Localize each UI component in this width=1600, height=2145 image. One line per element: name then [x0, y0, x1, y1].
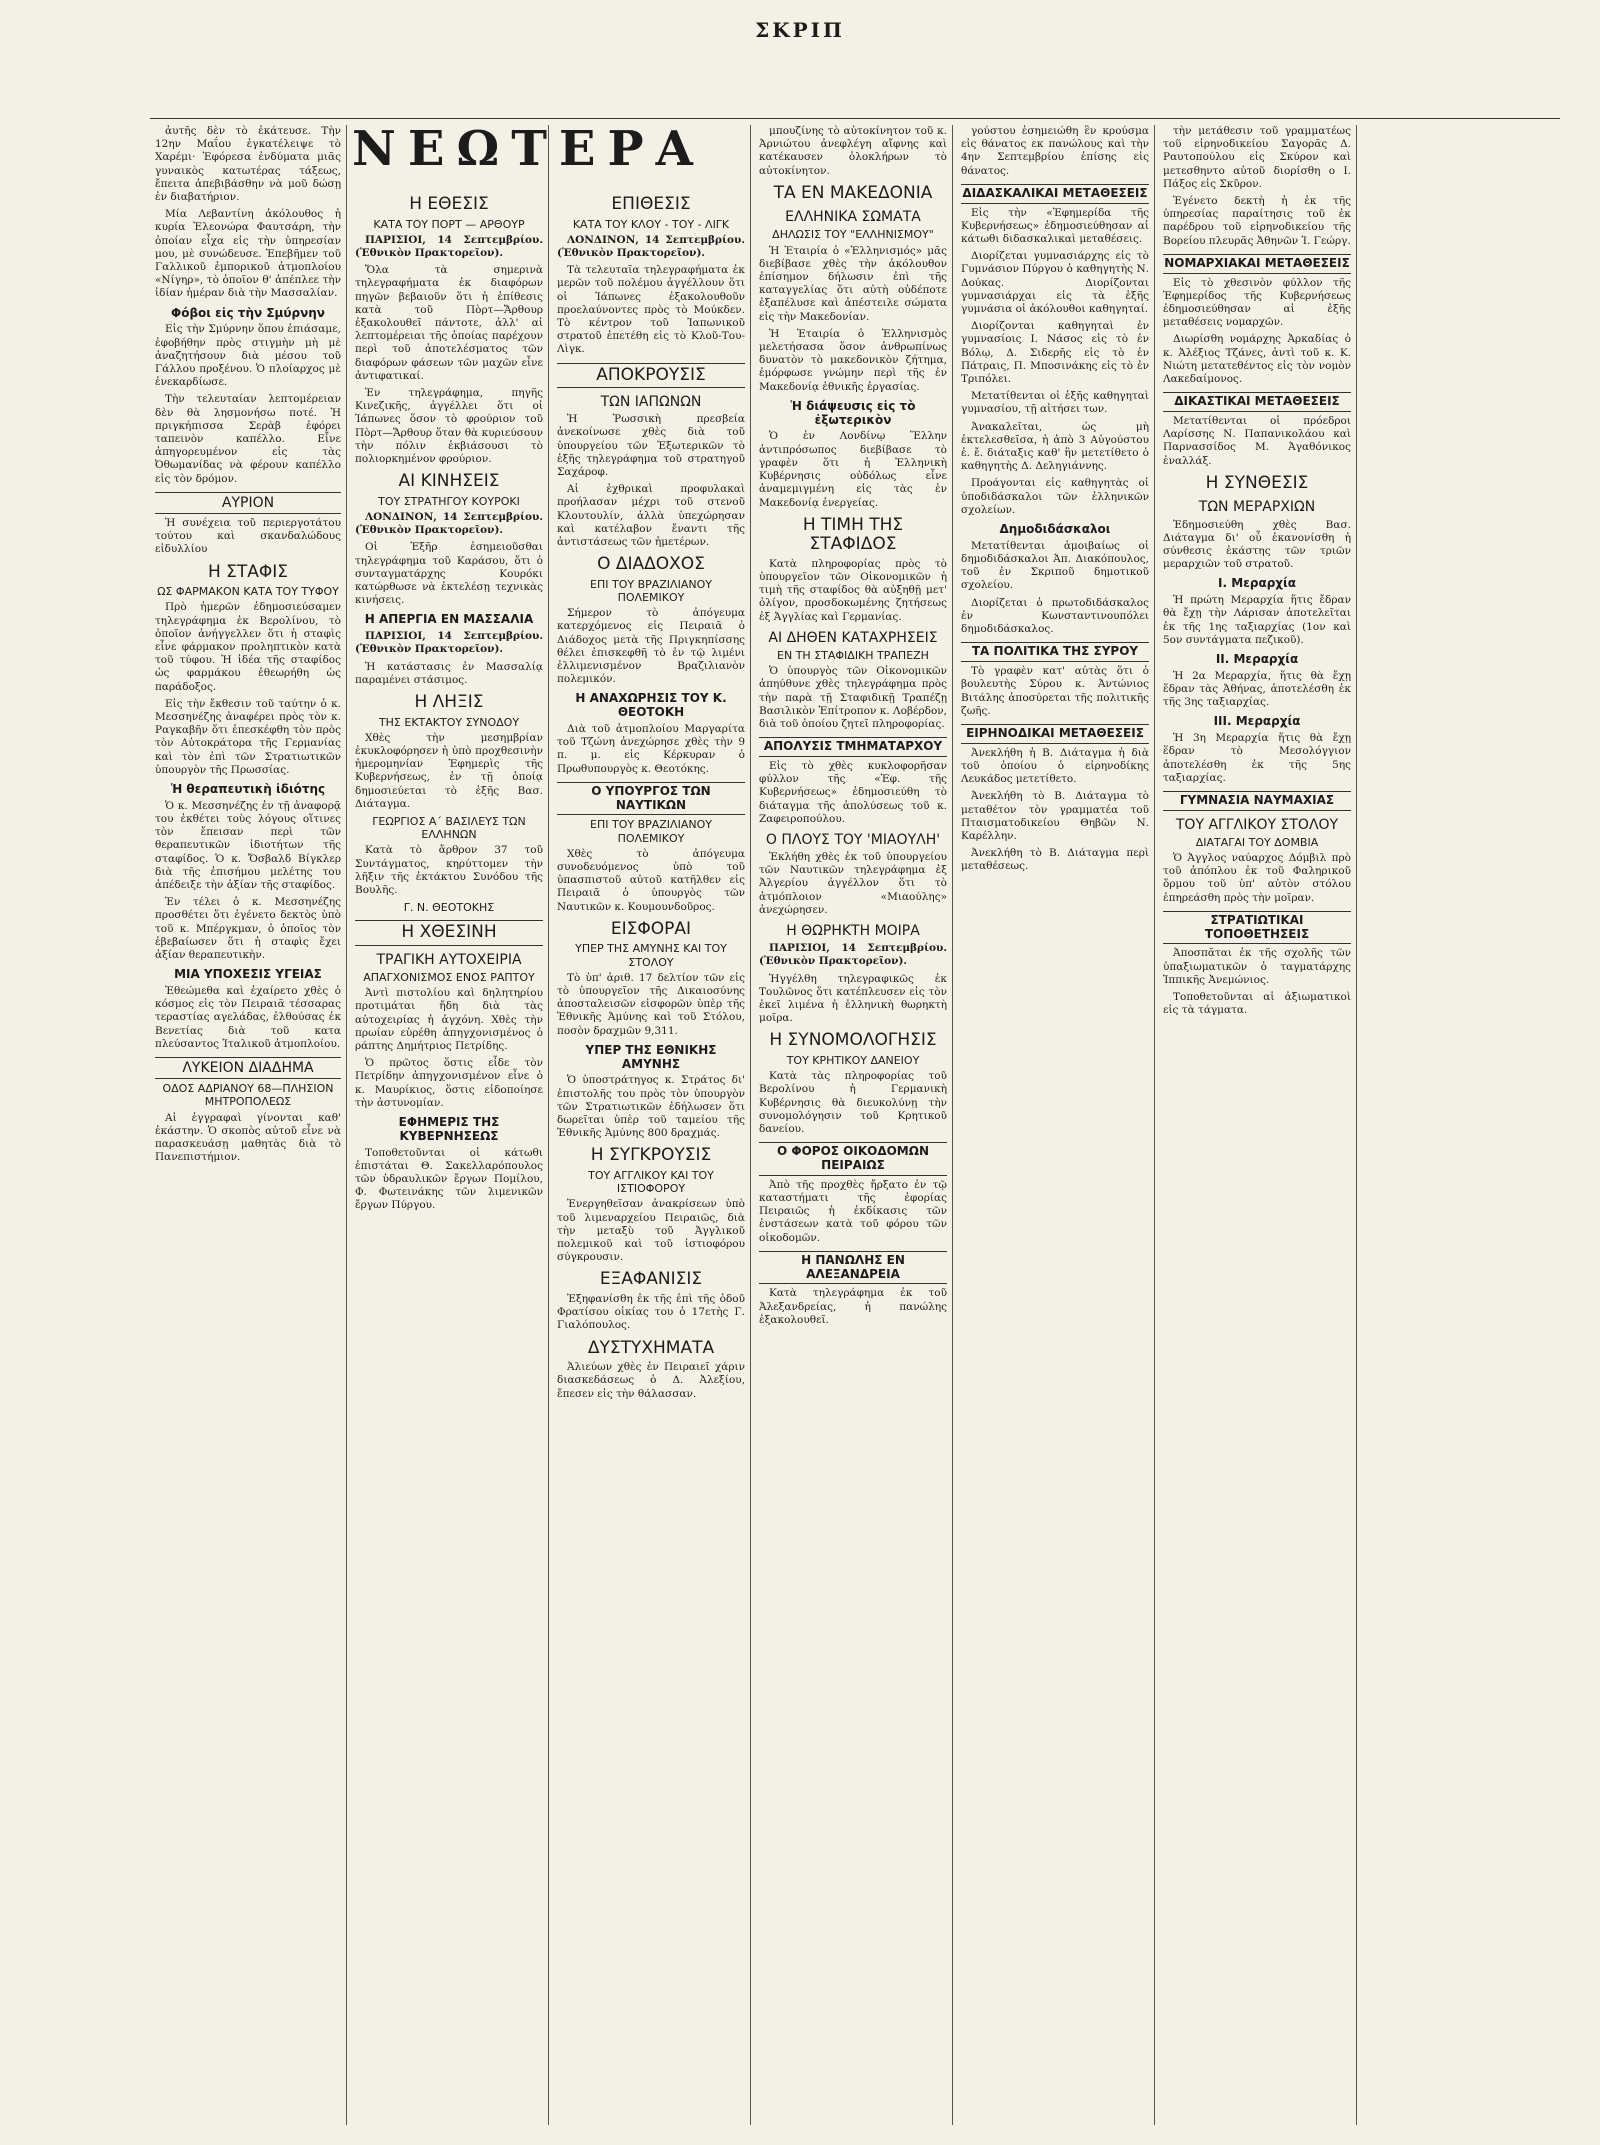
columns: [150, 125, 1560, 2125]
subheading: Ἡ διάψευσις εἰς τὸ ἐξωτερικὸν: [790, 398, 916, 427]
article-text: Ὁ ὑποστράτηγος κ. Στράτος δι' ἐπιστολῆς του πρὸς τὸν ὑπουργὸν τῶν Στρατιωτικῶν ἐδήλωσεν ὅτι δωρεῖται ὑπὲρ τοῦ ταμείου τῆς Ἐθνικῆς Ἀμύνης 800 δραχμάς.: [557, 1074, 745, 1140]
subheading: Δημοδιδάσκαλοι: [999, 522, 1111, 537]
heading: ΤΑ ΠΟΛΙΤΙΚΑ ΤΗΣ ΣΥΡΟΥ: [961, 642, 1149, 662]
heading: ΝΟΜΑΡΧΙΑΚΑΙ ΜΕΤΑΘΕΣΕΙΣ: [1163, 254, 1351, 274]
subheading: ΤΩΝ ΜΕΡΑΡΧΙΩΝ: [1198, 499, 1316, 516]
subheading: ΕΠΙ ΤΟΥ ΒΡΑΖΙΛΙΑΝΟΥ ΠΟΛΕΜΙΚΟΥ: [590, 577, 712, 604]
column-6: [1158, 125, 1357, 2125]
heading: ΕΙΡΗΝΟΔΙΚΑΙ ΜΕΤΑΘΕΣΕΙΣ: [961, 724, 1149, 744]
masthead-title: ΣΚΡΙΠ: [755, 18, 845, 42]
heading: Η ΘΩΡΗΚΤΗ ΜΟΙΡΑ: [786, 923, 920, 940]
article-text: Μία Λεβαντίνη ἀκόλουθος ἡ κυρία Ἐλεονώρα Φαυτσάρη, τὴν ὁποίαν εἶχα εἰς τὴν ὑπηρεσίαν μου, μὲ συνώδευσε. Ἐπεβῆμεν τοῦ Γαλλικοῦ ἐμπορικοῦ ἀτμοπλοίου «Νίγηρ», τὸ ὁποῖον θ' ἀπέπλεε τὴν ἰδίαν ἡμέραν διὰ τὴν Μασσαλίαν.: [155, 208, 341, 300]
article-text: Ἡ πρώτη Μεραρχία ἥτις ἔδραν θὰ ἔχῃ τὴν Λάρισαν ἀποτελεῖται ἐκ τῆς 1ης ταξιαρχίας (1ον καὶ 5ον συντάγματα πεζικοῦ).: [1163, 594, 1351, 646]
article-text: Διορίζεται ὁ πρωτοδιδάσκαλος ἐν Κωνσταντινουπόλει δημοδιδάσκαλος.: [961, 596, 1149, 636]
article-text: Προάγονται εἰς καθηγητὰς οἱ ὑποδιδάσκαλοι τῶν ἑλληνικῶν σχολείων.: [961, 477, 1149, 516]
dateline: ΠΑΡΙΣΙΟΙ, 14 Σεπτεμβρίου. (Ἐθνικὸν Πρακτορεῖον).: [759, 942, 947, 968]
article-text: Ἀνεκλήθη ἡ Β. Διάταγμα ἡ διὰ τοῦ ὁποίου ὁ εἰρηνοδίκης Λευκάδος μετετίθετο.: [961, 746, 1149, 786]
heading: ΔΙΚΑΣΤΙΚΑΙ ΜΕΤΑΘΕΣΕΙΣ: [1163, 392, 1351, 412]
article-text: Ἡ Ἑταιρία ὁ Ἑλληνισμὸς μελετήσασα ὅσον ἀνθρωπίνως δυνατὸν τὸ μακεδονικὸν ζήτημα, ἐμόρφωσε γνώμην περὶ τῆς ἐν Μακεδονίᾳ ἐθνικῆς ἐργασίας.: [759, 327, 947, 393]
heading: ΔΥΣΤΥΧΗΜΑΤΑ: [587, 1337, 715, 1358]
article-text: Πρὸ ἡμερῶν ἐδημοσιεύσαμεν τηλεγράφημα ἐκ Βερολίνου, τὸ ὁποῖον ἀνήγγελλεν ὅτι ἡ σταφὶς εἶνε φάρμακον προληπτικὸν κατὰ τοῦ τύφου. Ἡ ἰδέα τῆς σταφίδος ὡς φαρμάκου ἐθεωρήθη ὡς παράδοξος.: [155, 601, 341, 693]
signature: Γ. Ν. ΘΕΟΤΟΚΗΣ: [403, 901, 495, 915]
heading: Ο ΔΙΑΔΟΧΟΣ: [597, 554, 705, 575]
heading: Η ΧΘΕΣΙΝΗ: [355, 920, 543, 946]
article-text: Μετατίθενται οἱ ἑξῆς καθηγηταὶ γυμνασίου, τῇ αἰτήσει των.: [961, 390, 1149, 416]
heading: ΥΠΕΡ ΤΗΣ ΕΘΝΙΚΗΣ ΑΜΥΝΗΣ: [585, 1042, 717, 1071]
heading: ΣΤΡΑΤΙΩΤΙΚΑΙ ΤΟΠΟΘΕΤΗΣΕΙΣ: [1163, 911, 1351, 945]
article-text: Κατὰ τὸ ἄρθρον 37 τοῦ Συντάγματος, κηρύττομεν τὴν λῆξιν τῆς ἐκτάκτου Συνόδου τῆς Βουλῆς.: [355, 844, 543, 896]
heading: ΑΙ ΔΗΘΕΝ ΚΑΤΑΧΡΗΣΕΙΣ: [768, 629, 938, 646]
article-text: Ἐν τηλεγράφημα, πηγῆς Κινεζικῆς, ἀγγέλλει ὅτι οἱ Ἰάπωνες ὅσον τὸ φρούριον τοῦ Πὸρτ—Ἄρθουρ ὅταν θὰ κυριεύσουν τὴν πόλιν ἐκβιάσουσι τὸ πολιορκημένον φρούριον.: [355, 386, 543, 465]
article-text: Τὴν τελευταίαν λεπτομέρειαν δὲν θὰ λησμονήσω ποτέ. Ἡ πριγκήπισσα Σερὰβ ἐφόρει ταπεινὸν καπέλλο. Εἶνε ἀπηγορευμένον εἰς τὰς Ὀθωμανίδας νὰ φέρουν καπέλλο εἰς τὸν δρόμον.: [155, 393, 341, 485]
subheading: Ἡ θεραπευτικὴ ἰδιότης: [170, 781, 326, 796]
article-text: Ὁ ἐν Λονδίνῳ Ἕλλην ἀντιπρόσωπος διεβίβασε τὸ γραφὲν ὅτι ἡ Ἑλληνικὴ Κυβέρνησις οὐδόλως εἶνε ἀναμεμιγμένη εἰς τὰς ἐν Μακεδονίᾳ ἐνεργείας.: [759, 430, 947, 509]
heading: ΑΥΡΙΟΝ: [155, 492, 341, 514]
article-text: Ἀπὸ τῆς προχθὲς ἤρξατο ἐν τῷ καταστήματι τῆς ἐφορίας Πειραιῶς ἡ ἐκδίκασις τῶν ἐνστάσεων κατὰ τοῦ φόρου τῶν οἰκοδομῶν.: [759, 1178, 947, 1244]
heading: ΑΙ ΚΙΝΗΣΕΙΣ: [398, 471, 500, 492]
article-text: Διορίζεται γυμνασιάρχης εἰς τὸ Γυμνάσιον Πύργου ὁ καθηγητὴς Ν. Δούκας. Διορίζονται γυμνασιάρχαι εἰς τὰ ἑξῆς γυμνάσια οἱ ἀκόλουθοι καθηγηταί.: [961, 250, 1149, 316]
article-text: Ὁ κ. Μεσσηνέζης ἐν τῇ ἀναφορᾷ του ἐκθέτει τοὺς λόγους οἵτινες τὸν ἔπεισαν περὶ τῶν θεραπευτικῶν ἰδιοτήτων τῆς σταφίδος. Ὁ κ. Ὄσβαλδ Βίγκλερ διὰ τῆς ἐπισήμου μελέτης του ἀπέδειξε τὴν ἀξίαν τῆς σταφίδος.: [155, 799, 341, 891]
heading: Ο ΦΟΡΟΣ ΟΙΚΟΔΟΜΩΝ ΠΕΙΡΑΙΩΣ: [759, 1142, 947, 1176]
heading: ΜΙΑ ΥΠΟΧΕΣΙΣ ΥΓΕΙΑΣ: [174, 967, 322, 982]
subheading: ΙΙΙ. Μεραρχία: [1213, 714, 1301, 729]
heading: Η ΑΠΕΡΓΙΑ ΕΝ ΜΑΣΣΑΛΙΑ: [364, 612, 534, 627]
subheading: ΔΙΑΤΑΓΑΙ ΤΟΥ ΔΟΜΒΙΑ: [1195, 835, 1319, 849]
article-text: Ἀνακαλεῖται, ὡς μὴ ἐκτελεσθεῖσα, ἡ ἀπὸ 3 Αὐγούστου ἐ. ἔ. διάταξις καθ' ἣν μετετίθετο ὁ καθηγητὴς Δ. Δεληγιάννης.: [961, 420, 1149, 473]
heading: ΕΦΗΜΕΡΙΣ ΤΗΣ ΚΥΒΕΡΝΗΣΕΩΣ: [398, 1115, 500, 1143]
heading: Η ΣΥΝΟΜΟΛΟΓΗΣΙΣ: [769, 1030, 937, 1051]
article-text: Κατὰ πληροφορίας πρὸς τὸ ὑπουργεῖον τῶν Οἰκονομικῶν ἡ τιμὴ τῆς σταφίδος θὰ αὐξηθῇ μετ' ὀλίγον, προσδοκωμένης ζητήσεως ἐξ Ἀγγλίας καὶ Γερμανίας.: [759, 557, 947, 623]
heading: ΑΠΟΛΥΣΙΣ ΤΜΗΜΑΤΑΡΧΟΥ: [759, 737, 947, 757]
article-text: Ἐν τέλει ὁ κ. Μεσσηνέζης προσθέτει ὅτι ἐγένετο δεκτὸς ὑπὸ τοῦ κ. Μπέργκμαν, ὁ ὁποῖος τὸν ἐβεβαίωσεν ὅτι ἡ σταφὶς ἔχει ἀξίαν θεραπευτικὴν.: [155, 896, 341, 961]
section-banner: ΝΕΩΤΕΡΑ: [352, 121, 705, 177]
article-text: Εἰς τὸ χθεσινὸν φύλλον τῆς Ἐφημερίδος τῆς Κυβερνήσεως ἐδημοσιεύθησαν αἱ ἑξῆς μεταθέσεις νομαρχῶν.: [1163, 276, 1351, 329]
article-text: Ἠγγέλθη τηλεγραφικῶς ἐκ Τουλῶνος ὅτι κατέπλευσεν εἰς τὸν ἐκεῖ λιμένα ἡ ἑλληνικὴ θωρηκτὴ μοῖρα.: [759, 972, 947, 1025]
article-text: Ἀντὶ πιστολίου καὶ δηλητηρίου προτιμάται ἤδη διὰ τὰς αὐτοχειρίας ἡ ἀγχόνη. Χθὲς τὴν πρωίαν εὑρέθη ἀπηγχονισμένος ὁ ράπτης Δημήτριος Πετρίδης.: [355, 987, 543, 1053]
article-text: Ἡ Ῥωσσικὴ πρεσβεία ἀνεκοίνωσε χθὲς διὰ τοῦ ὑπουργείου τῶν Ἐξωτερικῶν τὸ ἑξῆς τηλεγράφημα τοῦ στρατηγοῦ Σαχάροφ.: [557, 413, 745, 479]
article-text: ἀυτῆς δὲν τὸ ἐκάτευσε. Τὴν 12ην Μαΐου ἐγκατέλειψε τὸ Χαρέμι· Ἐφόρεσα ἐνδύματα μιᾶς γυναικὸς κατωτέρας τάξεως, ἔπειτα ἀπεβιβάσθην νὰ μοῦ δώσῃ ἐν διαβατήριον.: [155, 125, 341, 204]
article-text: Ἡ 2α Μεραρχία, ἥτις θὰ ἔχῃ ἕδραν τὰς Ἀθήνας, ἀποτελέσθη ἐκ τῆς 3ης ταξιαρχίας.: [1163, 669, 1351, 709]
subheading: ΤΟΥ ΑΓΓΛΙΚΟΥ ΣΤΟΛΟΥ: [1175, 816, 1339, 833]
article-text: Μετατίθενται ἁμοιβαίως οἱ δημοδιδάσκαλοι Ἀπ. Διακόπουλος, τοῦ ἐν Σκριποῦ δημοτικοῦ σχολείου.: [961, 539, 1149, 592]
article-text: Χθὲς τὴν μεσημβρίαν ἐκυκλοφόρησεν ἡ ὑπὸ προχθεσινὴν ἡμερομηνίαν Ἐφημερὶς τῆς Κυβερνήσεως, ἐν τῇ ὁποίᾳ δημοσιεύεται τὸ ἑξῆς Βασ. Διάταγμα.: [355, 731, 543, 810]
article-text: Ὁ ὑπουργὸς τῶν Οἰκονομικῶν ἀπηύθυνε χθὲς τηλεγράφημα πρὸς τὴν παρὰ τῇ Σταφιδικῇ Τραπέζῃ Βασιλικὸν Ἐπίτροπον κ. Λοβέρδον, διὰ τοῦ ὁποίου ζητεῖ πληροφορίας.: [759, 665, 947, 730]
article-text: Χθὲς τὸ ἀπόγευμα συνοδευόμενος ὑπὸ τοῦ ὑπασπιστοῦ αὐτοῦ κατῆλθεν εἰς Πειραιᾶ ὁ ὑπουργὸς τῶν Ναυτικῶν κ. Κουμουνδοῦρος.: [557, 847, 745, 913]
subheading: ΕΝ ΤΗ ΣΤΑΦΙΔΙΚΗ ΤΡΑΠΕΖΗ: [777, 648, 929, 662]
subheading: Ι. Μεραρχία: [1218, 576, 1296, 591]
column-4: [754, 125, 953, 2125]
heading: Ο ΥΠΟΥΡΓΟΣ ΤΩΝ ΝΑΥΤΙΚΩΝ: [557, 782, 745, 816]
masthead: [0, 18, 1600, 46]
heading: ΤΑ ΕΝ ΜΑΚΕΔΟΝΙΑ: [773, 182, 933, 203]
subheading: ΚΑΤΑ ΤΟΥ ΚΛΟΥ - ΤΟΥ - ΛΙΓΚ: [572, 217, 730, 231]
article-text: Ἀλιεύων χθὲς ἐν Πειραιεῖ χάριν διασκεδάσεως ὁ Δ. Ἀλεξίου, ἔπεσεν εἰς τὴν θάλασσαν.: [557, 1361, 745, 1400]
subheading: ΔΗΛΩΣΙΣ ΤΟΥ "ΕΛΛΗΝΙΣΜΟΥ": [772, 228, 934, 242]
heading: Η ΑΝΑΧΩΡΗΣΙΣ ΤΟΥ Κ. ΘΕΟΤΟΚΗ: [575, 691, 727, 720]
column-5: [956, 125, 1155, 2125]
article-text: Ὁ πρῶτος ὅστις εἶδε τὸν Πετρίδην ἀπηγχονισμένον εἶνε ὁ κ. Μαυρίκιος, ὅστις εἰδοποίησε τὴν ἀστυνομίαν.: [355, 1057, 543, 1109]
article-text: Ἡ Ἑταιρία ὁ «Ἑλληνισμός» μᾶς διεβίβασε χθὲς τὴν ἀκόλουθον ἐπίσημον δήλωσιν ἐπὶ τῆς καταγγελίας ὅτι αὐτὴ οὐδέποτε ἐξαπέλυσε καὶ ἀπέστειλε σώματα εἰς τὴν Μακεδονίαν.: [759, 244, 947, 323]
subheading: ΤΟΥ ΑΓΓΛΙΚΟΥ ΚΑΙ ΤΟΥ ΙΣΤΙΟΦΟΡΟΥ: [588, 1168, 714, 1196]
article-text: Ἀνεκλήθη τὸ Β. Διάταγμα τὸ μεταθέτον τὸν γραμματέα τοῦ Πταισματοδικείου Θηβῶν Ν. Καρέλλην.: [961, 790, 1149, 842]
subheading: ΤΟΥ ΚΡΗΤΙΚΟΥ ΔΑΝΕΙΟΥ: [786, 1053, 920, 1067]
article-text: Ἐκλήθη χθὲς ἐκ τοῦ ὑπουργείου τῶν Ναυτικῶν τηλεγράφημα ἐξ Ἀλγερίου ἀγγέλλον ὅτι τὸ ἀτμόπλοιον «Μιαούλης» ἀνεχώρησεν.: [759, 851, 947, 916]
dateline: ΛΟΝΔΙΝΟΝ, 14 Σεπτεμβρίου. (Ἐθνικὸν Πρακτορεῖον).: [355, 510, 543, 537]
article-text: Ἐξηφανίσθη ἐκ τῆς ἐπὶ τῆς ὁδοῦ Φρατίσου οἰκίας του ὁ 17ετὴς Γ. Γιαλόπουλος.: [557, 1292, 745, 1332]
subheading: ΕΛΛΗΝΙΚΑ ΣΩΜΑΤΑ: [785, 209, 921, 226]
banner-space: [557, 125, 745, 189]
article-text: Ἐθεώμεθα καὶ ἐχαίρετο χθὲς ὁ κόσμος εἰς τὸν Πειραιᾶ τέσσαρας τεραστίας αγελάδας, ἐλθούσας ἐκ Βενετίας διὰ τοῦ κατα πλεύσαντος Ἰταλικοῦ ἀτμοπλοίου.: [155, 985, 341, 1050]
subheading: ΚΑΤΑ ΤΟΥ ΠΟΡΤ — ΑΡΘΟΥΡ: [373, 217, 525, 231]
article-text: Διωρίσθη νομάρχης Ἀρκαδίας ὁ κ. Ἀλέξιος Τζάνες, ἀντὶ τοῦ κ. Κ. Νιώτη μετατεθέντος εἰς τὸν νομὸν Λακεδαίμονος.: [1163, 333, 1351, 386]
article-text: Ἡ συνέχεια τοῦ περιεργοτάτου τούτου καὶ σκανδαλώδους εἰδυλλίου: [155, 516, 341, 556]
article-text: Ἐδημοσιεύθη χθὲς Βασ. Διάταγμα δι' οὗ ἐκανονίσθη ἡ σύνθεσις ἑκάστης τῶν τριῶν μεραρχιῶν τοῦ στρατοῦ.: [1163, 518, 1351, 571]
heading: Η ΤΙΜΗ ΤΗΣ ΣΤΑΦΙΔΟΣ: [802, 514, 904, 555]
column-2: [350, 125, 549, 2125]
column-7: [1360, 125, 1558, 2125]
article-text: Διὰ τοῦ ἀτμοπλοίου Μαργαρίτα τοῦ Τζώνη ἀνεχώρησε χθὲς τὴν 9 π. μ. εἰς Κέρκυραν ὁ Πρωθυπουργὸς κ. Θεοτόκης.: [557, 723, 745, 775]
column-1: [150, 125, 347, 2125]
article-text: Ἡ 3η Μεραρχία ἥτις θὰ ἔχῃ ἕδραν τὸ Μεσολόγγιον ἀποτελέσθη ἐκ τῆς 5ης ταξιαρχίας.: [1163, 732, 1351, 784]
article-text: τὴν μετάθεσιν τοῦ γραμματέως τοῦ εἰρηνοδικείου Σαγορᾶς Δ. Ραυτοπούλου εἰς Σκύρον καὶ μετεσθηντο αὐτοῦ διορίσθη ο Ι. Πάξος εἰς Σκῦρον.: [1163, 125, 1351, 190]
heading: Η ΛΗΞΙΣ: [414, 691, 484, 712]
subheading: ΙΙ. Μεραρχία: [1215, 651, 1299, 666]
subheading: Φόβοι εἰς τὴν Σμύρνην: [171, 305, 325, 320]
article-text: Σήμερον τὸ ἀπόγευμα κατερχόμενος εἰς Πειραιᾶ ὁ Διάδοχος μετὰ τῆς Πριγκηπίσσης θέλει ἐπισκεφθῆ τὸ ἐν τῷ λιμένι ἐλλιμενισμένον Βραζιλιανὸν πολεμικόν.: [557, 607, 745, 686]
article-text: Ἀποσπᾶται ἐκ τῆς σχολῆς τῶν ὑπαξιωματικῶν ὁ ταγματάρχης Ἱππικῆς Ἀνεμώνιος.: [1163, 947, 1351, 986]
article-text: Τὸ ὑπ' ἀριθ. 17 δελτίον τῶν εἰς τὸ ὑπουργεῖον τῆς Δικαιοσύνης ἀποσταλεισῶν εἰσφορῶν ὑπὲρ τῆς Ἐθνικῆς Ἀμύνης καὶ τοῦ Στόλου, ποσὸν δραχμῶν 9,311.: [557, 971, 745, 1037]
article-text: Τοποθετοῦνται αἱ ἀξιωματικοὶ εἰς τὰ τάγματα.: [1163, 991, 1351, 1017]
dateline: ΠΑΡΙΣΙΟΙ, 14 Σεπτεμβρίου. (Ἐθνικὸν Πρακτορεῖον).: [355, 233, 543, 259]
subheading: ΟΔΟΣ ΑΔΡΙΑΝΟΥ 68—ΠΛΗΣΙΟΝ ΜΗΤΡΟΠΟΛΕΩΣ: [162, 1082, 334, 1109]
article-text: Τὰ τελευταῖα τηλεγραφήματα ἐκ μερῶν τοῦ πολέμου ἀγγέλλουν ὅτι οἱ Ἰάπωνες ἐξακολουθοῦν προελαύνοντες πρὸς τὸ Μούκδεν. Τὸ κέντρον τοῦ Ἰαπωνικοῦ στρατοῦ ἐπετέθη εἰς τὸ Κλοῦ-Του-Λὶγκ.: [557, 264, 745, 356]
article-text: Ἀνεκλήθη τὸ Β. Διάταγμα περὶ μεταθέσεως.: [961, 847, 1149, 873]
article-text: μπουζίνης τὸ αὐτοκίνητον τοῦ κ. Ἀρνιώτου ἀνεφλέγη αἴφνης καὶ κατέκαυσεν ὁλοκλήρων τὸ αὐτοκίνητον.: [759, 125, 947, 177]
heading: ΕΞΑΦΑΝΙΣΙΣ: [599, 1269, 703, 1290]
article-text: Ἐγένετο δεκτὴ ἡ ἐκ τῆς ὑπηρεσίας παραίτησις τοῦ ἐκ παρέδρου τοῦ εἰρηνοδικείου τῆς Βορείου πλευρᾶς Ἀθηνῶν Ἰ. Γεώργ.: [1163, 195, 1351, 247]
heading: Η ΕΘΕΣΙΣ: [409, 194, 489, 214]
article-text: Τοποθετοῦνται οἱ κάτωθι ἐπιστάται Θ. Σακελλαρόπουλος τῶν ὑδραυλικῶν ἔργων Πομίλου, Φ. Φωτεινάκης τῶν λιμενικῶν ἔργων Πύργου.: [355, 1146, 543, 1212]
heading: Η ΣΥΝΘΕΣΙΣ: [1205, 472, 1309, 493]
subheading: ΤΡΑΓΙΚΗ ΑΥΤΟΧΕΙΡΙΑ: [376, 951, 522, 968]
article-text: Οἱ Ἐξῆρ ἐσημειοῦσθαι τηλεγράφημα τοῦ Καράσου, ὅτι ὁ συνταγματάρχης Κουρόκι κατώρθωσε νὰ ἐκτελέσῃ τεχνικὰς κινήσεις.: [355, 541, 543, 607]
article-text: Εἰς τὸ χθὲς κυκλοφορῆσαν φύλλον τῆς «Ἐφ. τῆς Κυβερνήσεως» ἐδημοσιεύθη τὸ διάταγμα τῆς ἀπολύσεως τοῦ κ. Ζαφειροπούλου.: [759, 759, 947, 825]
heading: ΓΥΜΝΑΣΙΑ ΝΑΥΜΑΧΙΑΣ: [1163, 791, 1351, 811]
subheading: ΑΠΑΓΧΟΝΙΣΜΟΣ ΕΝΟΣ ΡΑΠΤΟΥ: [363, 971, 535, 985]
article-text: Διορίζονται καθηγηταὶ ἐν γυμνασίοις Ι. Νάσος εἰς τὸ ἐν Βόλῳ, Δ. Σιδερῆς εἰς τὸ ἐν Πάτραις, Π. Μποσινάκης εἰς τὸ ἐν Τριπόλει.: [961, 320, 1149, 386]
dateline: ΠΑΡΙΣΙΟΙ, 14 Σεπτεμβρίου. (Ἐθνικὸν Πρακτορεῖον).: [355, 630, 543, 656]
article-text: Μετατίθενται οἱ πρόεδροι Λαρίσσης Ν. Παπανικολάου καὶ Παρνασσίδος Μ. Ἀγαθόνικος ἐναλλάξ.: [1163, 415, 1351, 467]
heading: Η ΣΤΑΦΙΣ: [207, 561, 289, 582]
subheading: ΕΠΙ ΤΟΥ ΒΡΑΖΙΛΙΑΝΟΥ ΠΟΛΕΜΙΚΟΥ: [590, 818, 712, 845]
heading: ΕΙΣΦΟΡΑΙ: [610, 918, 692, 939]
subheading: ΩΣ ΦΑΡΜΑΚΟΝ ΚΑΤΑ ΤΟΥ ΤΥΦΟΥ: [157, 585, 339, 599]
subheading: ΥΠΕΡ ΤΗΣ ΑΜΥΝΗΣ ΚΑΙ ΤΟΥ ΣΤΟΛΟΥ: [575, 942, 727, 969]
banner-space: [355, 125, 543, 189]
article-text: Εἰς τὴν ἔκθεσιν τοῦ ταύτην ὁ κ. Μεσσηνέζης ἀναφέρει πρὸς τὸν κ. Ραγκαβῆν ὅτι ἐπεσκέφθη τὸν πρὸς τὸν Αὐτοκράτορα τῆς Γερμανίας καὶ τὸν ἐπὶ τῶν Στρατιωτικῶν ὑπουργὸν τῆς Πρωσσίας.: [155, 697, 341, 776]
article-text: Ἐνεργηθεῖσαν ἀνακρίσεων ὑπὸ τοῦ λιμεναρχείου Πειραιῶς, διὰ τὴν μεταξὺ τοῦ Ἀγγλικοῦ πολεμικοῦ καὶ τοῦ ἱστιοφόρου σύγκρουσιν.: [557, 1198, 745, 1264]
subheading: ΤΗΣ ΕΚΤΑΚΤΟΥ ΣΥΝΟΔΟΥ: [378, 715, 520, 729]
article-text: Κατὰ τὰς πληροφορίας τοῦ Βερολίνου ἡ Γερμανικὴ Κυβέρνησις θὰ διευκολύνῃ τὴν συνομολόγησιν τοῦ Κρητικοῦ δανείου.: [759, 1070, 947, 1135]
article-text: Κατὰ τηλεγράφημα ἐκ τοῦ Ἀλεξανδρείας, ἡ πανώλης ἐξακολουθεῖ.: [759, 1287, 947, 1326]
article-text: Αἱ ἐχθρικαὶ προφυλακαὶ προήλασαν μέχρι τοῦ στενοῦ Κλουτουλίν, ἀλλὰ ὑπεχώρησαν καὶ κατέλαβον ἔναντι τῆς ἀντιστάσεως τῶν ἡμετέρων.: [557, 483, 745, 549]
article-text: Ἡ κατάστασις ἐν Μασσαλίᾳ παραμένει στάσιμος.: [355, 660, 543, 686]
heading: Η ΠΑΝΩΛΗΣ ΕΝ ΑΛΕΞΑΝΔΡΕΙΑ: [759, 1251, 947, 1285]
heading: ΛΥΚΕΙΟΝ ΔΙΑΔΗΜΑ: [155, 1057, 341, 1079]
article-text: Τὸ γραφὲν κατ' αὐτὰς ὅτι ὁ βουλευτὴς Σύρου κ. Ἀντώνιος Βιτάλης ἀποσύρεται τῆς πολιτικῆς ζωῆς.: [961, 665, 1149, 717]
heading: ΕΠΙΘΕΣΙΣ: [611, 194, 691, 214]
heading: Ο ΠΛΟΥΣ ΤΟΥ 'ΜΙΑΟΥΛΗ': [765, 831, 941, 848]
article-text: Ὅλα τὰ σημερινὰ τηλεγραφήματα ἐκ διαφόρων πηγῶν βεβαιοῦν ὅτι ἡ ἐπίθεσις κατὰ τοῦ Πὸρτ—Ἄρθουρ ἐξακολουθεῖ πάντοτε, ἀλλ' αἱ λεπτομέρειαι τῆς ὁποίας παρέχουν περὶ τοῦ ἀποτελέσματος τῶν διαφόρων φάσεων τῶν μαχῶν εἶνε ἀντιφατικαί.: [355, 264, 543, 382]
heading: ΑΠΟΚΡΟΥΣΙΣ: [557, 363, 745, 389]
article-text: Εἰς τὴν «Ἐφημερίδα τῆς Κυβερνήσεως» ἐδημοσιεύθησαν αἱ κάτωθι διδασκαλικαὶ μεταθέσεις.: [961, 206, 1149, 246]
article-text: Ὁ Ἀγγλος ναύαρχος Δόμβιλ πρὸ τοῦ ἀπόπλου ἐκ τοῦ Φαληρικοῦ ὅρμου τοῦ ὑπ' αὐτὸν στόλου ἐπηρεάσθη πρὸς τὴν μοῖραν.: [1163, 852, 1351, 904]
heading: ΔΙΔΑΣΚΑΛΙΚΑΙ ΜΕΤΑΘΕΣΕΙΣ: [961, 184, 1149, 204]
article-text: γούστου ἐσημειώθη ἓν κρούσμα εἰς θάνατος εκ πανώλους καὶ τὴν 4ην Σεπτεμβρίου ἐπίσης εἰς θάνατος.: [961, 125, 1149, 177]
column-3: [552, 125, 751, 2125]
heading: Η ΣΥΓΚΡΟΥΣΙΣ: [590, 1145, 712, 1166]
article-text: Αἱ ἐγγραφαὶ γίνονται καθ' ἑκάστην. Ὁ σκοπὸς αὐτοῦ εἶνε νὰ παρασκευάσῃ μαθητὰς διὰ τὸ Πανεπιστήμιον.: [155, 1111, 341, 1164]
dateline: ΛΟΝΔΙΝΟΝ, 14 Σεπτεμβρίου. (Ἐθνικὸν Πρακτορεῖον).: [557, 233, 745, 259]
subheading: ΤΟΥ ΣΤΡΑΤΗΓΟΥ ΚΟΥΡΟΚΙ: [378, 494, 520, 508]
subheading: ΤΩΝ ΙΑΠΩΝΩΝ: [600, 394, 702, 411]
royal-title: ΓΕΩΡΓΙΟΣ Α΄ ΒΑΣΙΛΕΥΣ ΤΩΝ ΕΛΛΗΝΩΝ: [372, 814, 526, 842]
article-text: Εἰς τὴν Σμύρνην ὅπου ἐπιάσαμε, ἐφοβήθην πρὸς στιγμὴν μὴ μὲ ἀναζητήσουν διὰ μέσου τοῦ Γάλλου προξένου. Ὁ πλοίαρχος μὲ ἐνεκαρδίωσε.: [155, 323, 341, 389]
